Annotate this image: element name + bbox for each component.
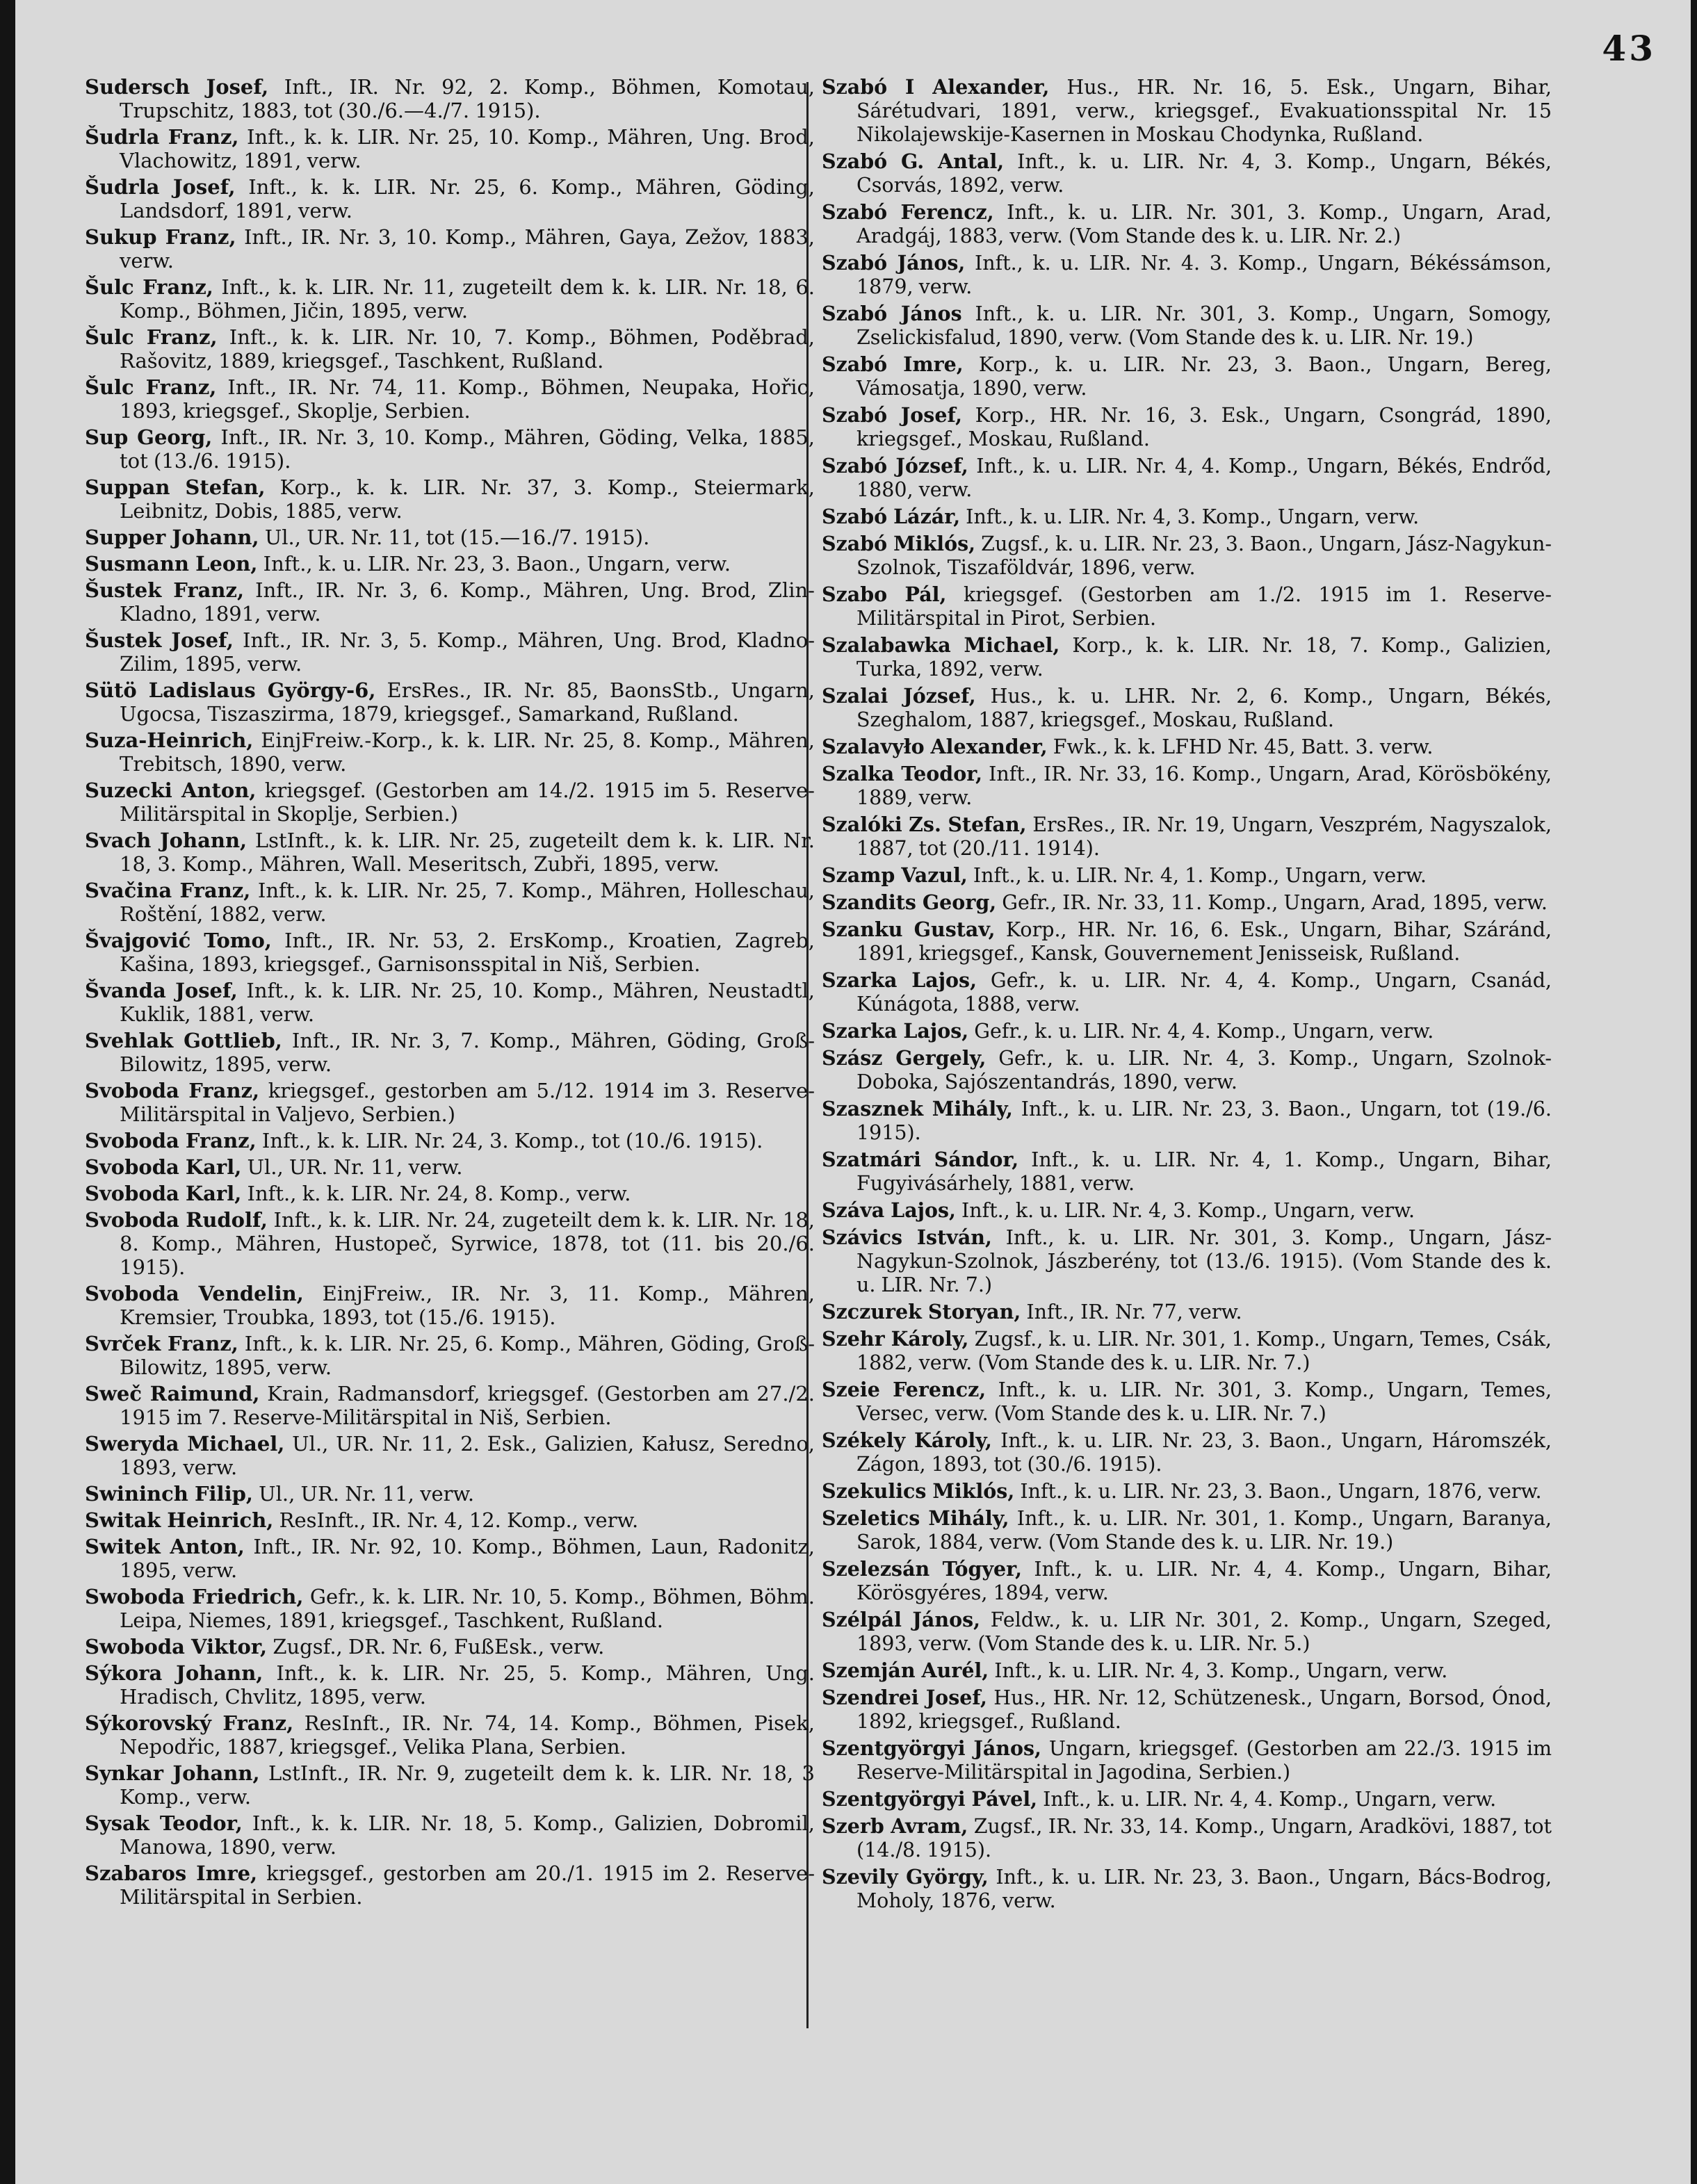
entry-name: Sudersch Josef, [85,75,269,99]
entry-details: Inft., k. u. LIR. Nr. 23, 3. Baon., Ungarn, Háromszék, Zágon, 1893, tot (30./6. 1915). [856,1429,1552,1476]
entry-details: Gefr., k. k. LIR. Nr. 10, 5. Komp., Böhmen, Böhm. Leipa, Niemes, 1891, kriegsgef., Taschkent, Rußland. [120,1585,815,1632]
entry-details: Ul., UR. Nr. 11, tot (15.—16./7. 1915). [259,525,650,549]
entry-details: LstInft., k. k. LIR. Nr. 25, zugeteilt dem k. k. LIR. Nr. 18, 3. Komp., Mähren, Wall. Meseritsch, Zubři, 1895, verw. [120,829,815,876]
register-entry [85,525,815,549]
entry-name: Supper Johann, [85,525,259,549]
entry-details: Korp., k. u. LIR. Nr. 23, 3. Baon., Ungarn, Bereg, Vámosatja, 1890, verw. [856,353,1552,400]
entry-name: Szevily György, [822,1865,989,1889]
entry-name: Szalóki Zs. Stefan, [822,813,1027,836]
entry-details: Inft., IR. Nr. 3, 7. Komp., Mähren, Göding, Groß-Bilowitz, 1895, verw. [120,1029,815,1076]
entry-details: Inft., k. u. LIR. Nr. 4, 3. Komp., Ungarn, Békés, Csorvás, 1892, verw. [856,150,1552,197]
register-entry [85,125,815,172]
register-entry [822,454,1552,502]
entry-details: Inft., k. u. LIR. Nr. 301, 3. Komp., Ungarn, Arad, Aradgáj, 1883, verw. (Vom Stande des k. u. LIR. Nr. 2.) [856,201,1552,247]
entry-details: Zugsf., DR. Nr. 6, FußEsk., verw. [267,1635,605,1659]
entry-name: Šudrla Josef, [85,175,236,199]
entry-name: Szeletics Mihály, [822,1506,1009,1530]
register-entry [85,175,815,222]
entry-details: Inft., k. u. LIR. Nr. 301, 3. Komp., Ungarn, Temes, Versec, verw. (Vom Stande des k. u. LIR. Nr. 7.) [856,1378,1552,1425]
entry-details: Gefr., k. u. LIR. Nr. 4, 4. Komp., Ungarn, verw. [968,1020,1434,1043]
entry-details: Gefr., k. u. LIR. Nr. 4, 4. Komp., Ungarn, Csanád, Kúnágota, 1888, verw. [856,969,1552,1016]
entry-name: Szandits Georg, [822,890,997,914]
register-entry [85,375,815,423]
entry-details: Ul., UR. Nr. 11, verw. [252,1482,475,1506]
entry-details: EinjFreiw.-Korp., k. k. LIR. Nr. 25, 8. Komp., Mähren, Trebitsch, 1890, verw. [120,728,815,776]
register-entry [85,678,815,726]
entry-name: Švanda Josef, [85,979,238,1002]
entry-name: Szabó József, [822,454,968,478]
entry-name: Svoboda Rudolf, [85,1208,268,1232]
entry-details: Ungarn, kriegsgef. (Gestorben am 22./3. 1915 im Reserve-Militärspital in Jagodina, Serbien.) [856,1737,1552,1784]
page-number: 43 [1602,28,1656,69]
entry-name: Szasznek Mihály, [822,1097,1013,1120]
register-entry [85,1635,815,1659]
entry-name: Székely Károly, [822,1428,992,1452]
entry-details: ErsRes., IR. Nr. 19, Ungarn, Veszprém, Nagyszalok, 1887, tot (20./11. 1914). [856,813,1552,860]
register-entry [822,1225,1552,1297]
register-entry [822,532,1552,580]
entry-details: Korp., HR. Nr. 16, 3. Esk., Ungarn, Csongrád, 1890, kriegsgef., Moskau, Rußland. [856,404,1552,450]
register-entry [822,1378,1552,1426]
entry-name: Svrček Franz, [85,1332,238,1355]
entry-name: Szávics István, [822,1225,992,1249]
register-entry [822,1736,1552,1784]
entry-name: Svoboda Vendelin, [85,1282,304,1305]
entry-name: Szalavyło Alexander, [822,735,1048,758]
right-column [822,75,1552,1916]
entry-details: Inft., k. k. LIR. Nr. 18, 5. Komp., Galizien, Dobromil, Manowa, 1890, verw. [120,1811,815,1859]
register-entry [85,1508,815,1532]
entry-name: Szabó Josef, [822,403,963,427]
register-entry [822,1814,1552,1862]
entry-name: Sýkorovský Franz, [85,1711,294,1735]
entry-details: Inft., k. u. LIR. Nr. 4, 1. Komp., Ungarn, verw. [967,864,1427,887]
entry-name: Szabó G. Antal, [822,149,1005,173]
entry-name: Sýkora Johann, [85,1661,263,1685]
entry-details: Inft., IR. Nr. 3, 5. Komp., Mähren, Ung. Brod, Kladno-Zilim, 1895, verw. [120,628,815,676]
register-entry [85,1711,815,1759]
entry-name: Szemján Aurél, [822,1659,989,1682]
register-entry [822,863,1552,888]
entry-details: Inft., k. u. LIR. Nr. 23, 3. Baon., Ungarn, tot (19./6. 1915). [856,1098,1552,1144]
register-entry [822,1300,1552,1324]
entry-name: Szabo Pál, [822,582,947,606]
entry-name: Szerb Avram, [822,1814,968,1838]
register-entry [85,1182,815,1205]
entry-details: Inft., IR. Nr. 3, 6. Komp., Mähren, Ung. Brod, Zlin-Kladno, 1891, verw. [120,578,815,626]
entry-details: Inft., IR. Nr. 3, 10. Komp., Mähren, Göding, Velka, 1885, tot (13./6. 1915). [120,425,815,473]
entry-name: Szatmári Sándor, [822,1148,1019,1171]
entry-name: Svoboda Karl, [85,1182,242,1205]
register-entry [822,813,1552,861]
entry-name: Šudrla Franz, [85,125,239,149]
entry-details: Inft., IR. Nr. 92, 2. Komp., Böhmen, Komotau, Trupschitz, 1883, tot (30./6.—4./7. 1915). [120,75,815,122]
register-entry [85,1811,815,1859]
register-entry [85,75,815,122]
entry-name: Susmann Leon, [85,552,258,576]
entry-details: LstInft., IR. Nr. 9, zugeteilt dem k. k. LIR. Nr. 18, 3 Komp., verw. [120,1761,815,1809]
entry-name: Sütö Ladislaus György-6, [85,678,376,702]
entry-details: Korp., k. k. LIR. Nr. 18, 7. Komp., Galizien, Turka, 1892, verw. [856,634,1552,681]
register-entry [85,475,815,523]
entry-name: Šulc Franz, [85,275,213,299]
register-entry [822,352,1552,400]
register-entry [822,1659,1552,1683]
entry-details: Inft., k. u. LIR. Nr. 23, 3. Baon., Ungarn, verw. [257,552,731,576]
entry-details: Fwk., k. k. LFHD Nr. 45, Batt. 3. verw. [1047,735,1434,758]
entry-details: Inft., k. u. LIR. Nr. 23, 3. Baon., Ungarn, 1876, verw. [1014,1480,1542,1503]
entry-details: Inft., k. k. LIR. Nr. 10, 7. Komp., Böhmen, Poděbrad, Rašovitz, 1889, kriegsgef., Taschkent, Rußland. [120,325,815,373]
entry-name: Suza-Heinrich, [85,728,254,752]
entry-name: Szabó János, [822,251,966,275]
entry-name: Šustek Franz, [85,578,245,602]
entry-details: Inft., k. k. LIR. Nr. 24, 8. Komp., verw. [241,1182,631,1205]
entry-details: Hus., HR. Nr. 16, 5. Esk., Ungarn, Bihar, Sárétudvari, 1891, verw., kriegsgef., Evakuationsspital Nr. 15 Nikolajewskije-Kasernen in Moskau Chodynka, Rußland. [856,76,1552,146]
register-entry [822,251,1552,299]
entry-name: Švajgović Tomo, [85,929,272,952]
register-entry [822,762,1552,810]
entry-details: ResInft., IR. Nr. 74, 14. Komp., Böhmen, Pisek, Nepodřic, 1887, kriegsgef., Velika Plana, Serbien. [120,1711,815,1759]
entry-name: Swoboda Viktor, [85,1635,268,1659]
entry-name: Szczurek Storyan, [822,1300,1021,1323]
register-entry [822,890,1552,915]
entry-details: Inft., k. k. LIR. Nr. 11, zugeteilt dem k. k. LIR. Nr. 18, 6. Komp., Böhmen, Jičin, 1895, verw. [120,275,815,323]
entry-name: Switak Heinrich, [85,1508,274,1532]
entry-name: Szendrei Josef, [822,1686,987,1709]
entry-details: kriegsgef. (Gestorben am 1./2. 1915 im 1. Reserve-Militärspital in Pirot, Serbien. [856,583,1552,630]
entry-details: Inft., IR. Nr. 53, 2. ErsKomp., Kroatien, Zagreb, Kašina, 1893, kriegsgef., Garnisonsspital in Niš, Serbien. [120,929,815,976]
entry-name: Svačina Franz, [85,879,251,902]
entry-details: Inft., k. u. LIR. Nr. 4, 3. Komp., Ungarn, verw. [989,1659,1448,1682]
register-entry [822,1865,1552,1913]
register-entry [822,1327,1552,1375]
register-entry [822,735,1552,759]
entry-name: Svoboda Karl, [85,1155,242,1179]
register-entry [822,1506,1552,1554]
entry-details: Inft., IR. Nr. 33, 16. Komp., Ungarn, Arad, Körösbökény, 1889, verw. [856,763,1552,809]
register-entry [85,1761,815,1809]
register-entry [85,829,815,876]
register-entry [822,1198,1552,1223]
register-entry [822,582,1552,630]
entry-name: Szelezsán Tógyer, [822,1557,1022,1581]
entry-details: Inft., k. u. LIR. Nr. 4, 4. Komp., Ungarn, Bihar, Körösgyéres, 1894, verw. [856,1558,1552,1604]
entry-name: Száva Lajos, [822,1198,956,1222]
register-entry [85,1585,815,1632]
register-entry [85,225,815,272]
entry-details: Korp., k. k. LIR. Nr. 37, 3. Komp., Steiermark, Leibnitz, Dobis, 1885, verw. [120,475,815,523]
entry-details: ResInft., IR. Nr. 4, 12. Komp., verw. [273,1508,639,1532]
entry-name: Szamp Vazul, [822,863,968,887]
register-entry [85,578,815,626]
register-entry [822,1608,1552,1656]
entry-details: Inft., k. u. LIR. Nr. 4, 1. Komp., Ungarn, Bihar, Fugyivásárhely, 1881, verw. [856,1148,1552,1195]
register-entry [85,1861,815,1909]
entry-name: Szabó Miklós, [822,532,976,555]
entry-details: Ul., UR. Nr. 11, 2. Esk., Galizien, Kałusz, Seredno, 1893, verw. [120,1432,815,1479]
entry-name: Svach Johann, [85,829,247,852]
entry-name: Szász Gergely, [822,1046,986,1070]
register-entry [822,75,1552,147]
entry-name: Sweč Raimund, [85,1382,260,1405]
entry-details: Hus., k. u. LHR. Nr. 2, 6. Komp., Ungarn, Békés, Szeghalom, 1887, kriegsgef., Moskau, Rußland. [856,685,1552,731]
entry-name: Szalabawka Michael, [822,633,1060,657]
entry-details: Inft., k. u. LIR. Nr. 301, 3. Komp., Ungarn, Somogy, Zselickisfalud, 1890, verw. (Vom Stande des k. u. LIR. Nr. 19.) [856,302,1552,349]
register-entry [85,929,815,976]
entry-name: Szabó I Alexander, [822,75,1050,99]
register-entry [822,1148,1552,1196]
entry-name: Šulc Franz, [85,325,218,349]
entry-name: Svoboda Franz, [85,1079,260,1102]
register-entry [822,149,1552,197]
entry-name: Szanku Gustav, [822,918,996,941]
entry-details: Feldw., k. u. LIR Nr. 301, 2. Komp., Ungarn, Szeged, 1893, verw. (Vom Stande des k. u. LIR. Nr. 5.) [856,1608,1552,1655]
entry-name: Szentgyörgyi János, [822,1736,1041,1760]
register-entry [85,425,815,473]
register-entry [822,968,1552,1016]
entry-name: Switek Anton, [85,1535,245,1558]
entry-details: Inft., k. k. LIR. Nr. 25, 6. Komp., Mähren, Göding, Groß-Bilowitz, 1895, verw. [120,1332,815,1379]
entry-details: Inft., k. u. LIR. Nr. 4, 3. Komp., Ungarn, verw. [955,1199,1415,1222]
register-entry [85,552,815,576]
entry-details: Inft., k. k. LIR. Nr. 24, zugeteilt dem k. k. LIR. Nr. 18, 8. Komp., Mähren, Hustopeč, Syrwice, 1878, tot (11. bis 20./6. 1915). [120,1208,815,1279]
entry-details: Inft., k. k. LIR. Nr. 24, 3. Komp., tot (10./6. 1915). [256,1129,763,1152]
register-entry [822,1479,1552,1503]
entry-details: Inft., k. u. LIR. Nr. 301, 1. Komp., Ungarn, Baranya, Sarok, 1884, verw. (Vom Stande des k. u. LIR. Nr. 19.) [856,1507,1552,1554]
register-entry [85,1535,815,1582]
register-entry [822,918,1552,965]
register-entry [85,1079,815,1126]
entry-details: ErsRes., IR. Nr. 85, BaonsStb., Ungarn, Ugocsa, Tiszaszirma, 1879, kriegsgef., Samarkand, Rußland. [120,678,815,726]
register-entry [822,633,1552,681]
register-entry [822,1428,1552,1476]
entry-name: Sup Georg, [85,425,213,449]
entry-details: kriegsgef., gestorben am 5./12. 1914 im 3. Reserve-Militärspital in Valjevo, Serbien.) [120,1079,815,1126]
register-entry [822,1686,1552,1734]
page-sheet [15,0,1691,2184]
register-entry [822,302,1552,350]
register-entry [85,879,815,926]
entry-name: Suzecki Anton, [85,779,257,802]
entry-details: kriegsgef., gestorben am 20./1. 1915 im 2. Reserve-Militärspital in Serbien. [120,1861,815,1909]
register-entry [822,505,1552,529]
entry-name: Szalai József, [822,684,976,708]
entry-details: Ul., UR. Nr. 11, verw. [241,1155,463,1179]
entry-details: Inft., IR. Nr. 92, 10. Komp., Böhmen, Laun, Radonitz, 1895, verw. [120,1535,815,1582]
entry-details: Korp., HR. Nr. 16, 6. Esk., Ungarn, Bihar, Száránd, 1891, kriegsgef., Kansk, Gouvernement Jenisseisk, Rußland. [856,918,1552,965]
entry-name: Swoboda Friedrich, [85,1585,304,1608]
entry-name: Szekulics Miklós, [822,1479,1015,1503]
register-entry [822,684,1552,732]
entry-details: Hus., HR. Nr. 12, Schützenesk., Ungarn, Borsod, Ónod, 1892, kriegsgef., Rußland. [856,1686,1552,1733]
entry-name: Svoboda Franz, [85,1129,257,1152]
entry-details: Inft., IR. Nr. 74, 11. Komp., Böhmen, Neupaka, Hořic, 1893, kriegsgef., Skoplje, Serbien. [120,375,815,423]
entry-details: Inft., k. k. LIR. Nr. 25, 10. Komp., Mähren, Ung. Brod, Vlachowitz, 1891, verw. [120,125,815,172]
register-entry [85,728,815,776]
entry-details: Inft., k. u. LIR. Nr. 23, 3. Baon., Ungarn, Bács-Bodrog, Moholy, 1876, verw. [856,1866,1552,1912]
register-entry [822,403,1552,451]
register-entry [85,1332,815,1379]
register-entry [822,1046,1552,1094]
register-entry [85,325,815,373]
entry-details: Inft., k. u. LIR. Nr. 4, 4. Komp., Ungarn, verw. [1037,1788,1497,1811]
entry-details: Gefr., k. u. LIR. Nr. 4, 3. Komp., Ungarn, Szolnok-Doboka, Sajószentandrás, 1890, verw. [856,1047,1552,1093]
register-entry [85,1482,815,1506]
entry-details: Inft., IR. Nr. 3, 10. Komp., Mähren, Gaya, Zežov, 1883, verw. [120,225,815,272]
entry-name: Szabó Lázár, [822,505,961,528]
entry-name: Sweryda Michael, [85,1432,285,1456]
entry-details: Inft., IR. Nr. 77, verw. [1021,1301,1242,1323]
register-entry [85,1382,815,1429]
entry-details: Inft., k. u. LIR. Nr. 301, 3. Komp., Ungarn, Jász-Nagykun-Szolnok, Jászberény, tot (13./6. 1915). (Vom Stande des k. u. LIR. Nr. 7.) [856,1226,1552,1296]
entry-name: Szeie Ferencz, [822,1378,986,1401]
entry-details: Krain, Radmansdorf, kriegsgef. (Gestorben am 27./2. 1915 im 7. Reserve-Militärspital in Niš, Serbien. [120,1382,815,1429]
entry-name: Szabó János [822,302,962,325]
entry-name: Swininch Filip, [85,1482,253,1506]
register-entry [85,779,815,826]
register-entry [85,628,815,676]
register-entry [85,1661,815,1709]
entry-details: Inft., k. k. LIR. Nr. 25, 5. Komp., Mähren, Ung. Hradisch, Chvlitz, 1895, verw. [120,1661,815,1709]
entry-name: Szehr Károly, [822,1327,969,1351]
entry-details: Inft., k. u. LIR. Nr. 4, 4. Komp., Ungarn, Békés, Endrőd, 1880, verw. [856,455,1552,501]
entry-name: Szélpál János, [822,1608,981,1631]
entry-name: Szabó Imre, [822,352,964,376]
register-entry [822,1787,1552,1811]
entry-name: Suppan Stefan, [85,475,266,499]
entry-name: Szalka Teodor, [822,762,983,785]
register-entry [85,979,815,1026]
entry-details: kriegsgef. (Gestorben am 14./2. 1915 im 5. Reserve-Militärspital in Skoplje, Serbien.) [120,779,815,826]
entry-name: Szarka Lajos, [822,968,977,992]
register-entry [822,1557,1552,1605]
entry-name: Šulc Franz, [85,375,217,399]
entry-details: Gefr., IR. Nr. 33, 11. Komp., Ungarn, Arad, 1895, verw. [996,891,1548,914]
entry-name: Svehlak Gottlieb, [85,1029,282,1052]
entry-name: Šustek Josef, [85,628,234,652]
left-column [85,75,815,1912]
entry-name: Szabaros Imre, [85,1861,258,1885]
entry-details: Inft., k. k. LIR. Nr. 25, 6. Komp., Mähren, Göding, Landsdorf, 1891, verw. [120,175,815,222]
entry-details: Zugsf., k. u. LIR. Nr. 23, 3. Baon., Ungarn, Jász-Nagykun-Szolnok, Tiszaföldvár, 1896, verw. [856,532,1552,579]
entry-details: Zugsf., IR. Nr. 33, 14. Komp., Ungarn, Aradkövi, 1887, tot (14./8. 1915). [856,1815,1552,1861]
entry-name: Sysak Teodor, [85,1811,243,1835]
entry-details: Zugsf., k. u. LIR. Nr. 301, 1. Komp., Ungarn, Temes, Csák, 1882, verw. (Vom Stande des k. u. LIR. Nr. 7.) [856,1328,1552,1374]
entry-details: Inft., k. u. LIR. Nr. 4, 3. Komp., Ungarn, verw. [960,505,1420,528]
register-entry [85,1282,815,1329]
register-entry [85,275,815,323]
entry-details: Inft., k. u. LIR. Nr. 4. 3. Komp., Ungarn, Békéssámson, 1879, verw. [856,252,1552,298]
register-entry [85,1208,815,1279]
entry-name: Synkar Johann, [85,1761,260,1785]
entry-name: Szarka Lajos, [822,1019,969,1043]
entry-details: Inft., k. k. LIR. Nr. 25, 10. Komp., Mähren, Neustadtl, Kuklik, 1881, verw. [120,979,815,1026]
entry-name: Szentgyörgyi Pável, [822,1787,1038,1811]
register-entry [822,1097,1552,1145]
entry-name: Sukup Franz, [85,225,236,249]
entry-details: Inft., k. k. LIR. Nr. 25, 7. Komp., Mähren, Holleschau, Roštění, 1882, verw. [120,879,815,926]
register-entry [822,1019,1552,1043]
register-entry [85,1129,815,1152]
register-entry [85,1155,815,1179]
entry-details: EinjFreiw., IR. Nr. 3, 11. Komp., Mähren, Kremsier, Troubka, 1893, tot (15./6. 1915). [120,1282,815,1329]
register-entry [85,1029,815,1076]
register-entry [85,1432,815,1479]
entry-name: Szabó Ferencz, [822,200,994,224]
register-entry [822,200,1552,248]
